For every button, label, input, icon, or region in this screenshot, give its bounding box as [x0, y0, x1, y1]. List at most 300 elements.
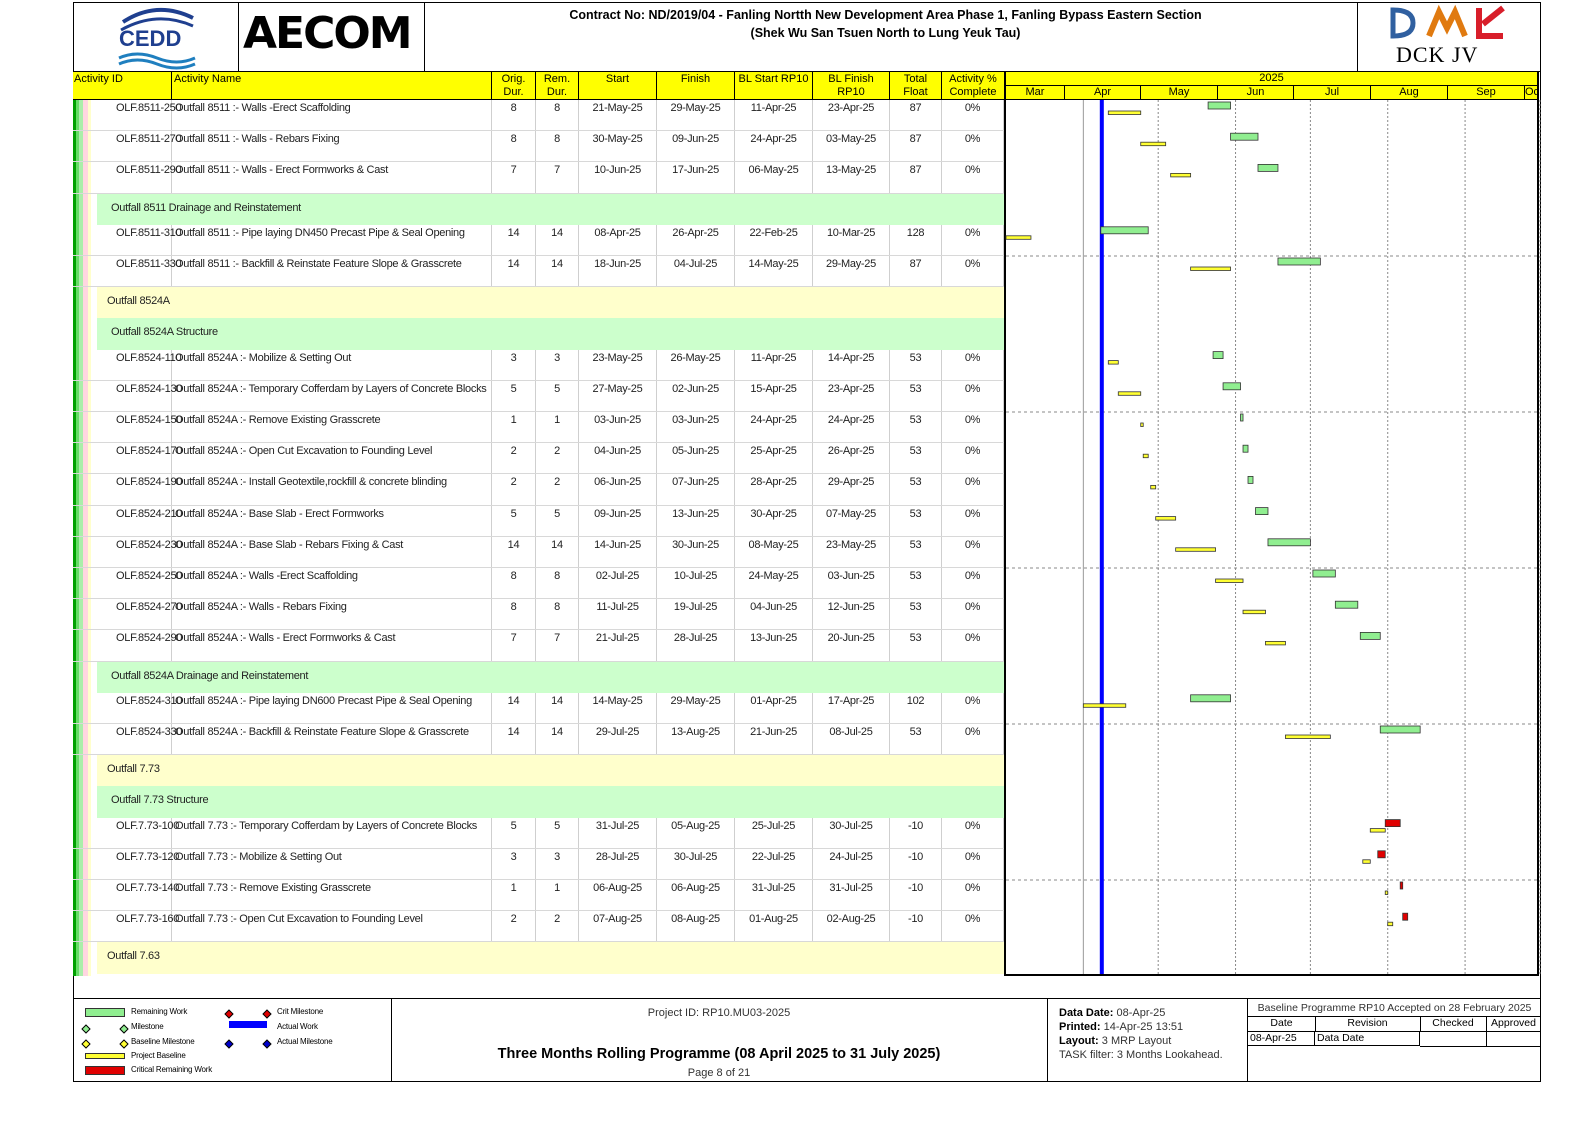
cell-id: OLF.7.73-140: [98, 880, 172, 910]
cell-name: Outfall 8524A :- Backfill & Reinstate Feature Slope & Grasscrete: [172, 724, 492, 754]
wbs-band-level-1[interactable]: [97, 942, 1004, 973]
task-filter: TASK filter: 3 Months Lookahead.: [1059, 1049, 1223, 1061]
baseline-bar: [1216, 579, 1243, 583]
baseline-bar: [1285, 735, 1330, 739]
baseline-bar: [1156, 517, 1176, 521]
printed-label: Printed:: [1059, 1021, 1101, 1033]
cell-pct: 0%: [942, 131, 1004, 161]
cell-od: 2: [492, 911, 536, 941]
baseline-bar: [1141, 423, 1143, 427]
col-orig-dur-label-2: Dur.: [503, 86, 524, 98]
table-row[interactable]: [73, 381, 1004, 412]
cell-rd: 8: [536, 568, 579, 598]
remaining-bar: [1400, 882, 1402, 889]
month-oc: Oc: [1525, 86, 1540, 98]
cell-name: Outfall 7.73 :- Mobilize & Setting Out: [172, 849, 492, 879]
cell-blf: 14-Apr-25: [813, 350, 890, 380]
table-row[interactable]: [73, 131, 1004, 162]
cell-od: 1: [492, 412, 536, 442]
cell-tf: 53: [890, 381, 942, 411]
wbs-label: Outfall 8524A Drainage and Reinstatement: [111, 669, 309, 682]
cell-blf: 02-Aug-25: [813, 911, 890, 941]
cell-start: 11-Jul-25: [579, 599, 657, 629]
cell-pct: 0%: [942, 506, 1004, 536]
baseline-bar: [1143, 454, 1148, 458]
cell-start: 09-Jun-25: [579, 506, 657, 536]
cell-bls: 11-Apr-25: [735, 350, 813, 380]
cell-blf: 10-Mar-25: [813, 225, 890, 255]
wbs-band-level-1[interactable]: [97, 287, 1004, 318]
cell-blf: 26-Apr-25: [813, 443, 890, 473]
timescale-year: 2025: [1006, 72, 1537, 86]
cell-tf: 87: [890, 100, 942, 130]
cell-pct: 0%: [942, 256, 1004, 286]
cell-bls: 04-Jun-25: [735, 599, 813, 629]
cell-start: 08-Apr-25: [579, 225, 657, 255]
page-number: Page 8 of 21: [687, 1067, 751, 1079]
cell-tf: 87: [890, 131, 942, 161]
cell-finish: 13-Jun-25: [657, 506, 735, 536]
table-row[interactable]: [73, 568, 1004, 599]
legend-remaining-label: Remaining Work: [131, 1007, 188, 1016]
cell-start: 02-Jul-25: [579, 568, 657, 598]
remaining-bar: [1243, 445, 1248, 452]
cell-name: Outfall 8524A :- Temporary Cofferdam by Layers of Concrete Blocks: [172, 381, 492, 411]
col-orig-dur[interactable]: [492, 72, 536, 100]
cell-bls: 24-Apr-25: [735, 412, 813, 442]
cell-rd: 1: [536, 412, 579, 442]
rev-date-value: 08-Apr-25: [1248, 1032, 1315, 1046]
cell-id: OLF.8524-250: [98, 568, 172, 598]
cell-finish: 07-Jun-25: [657, 474, 735, 504]
baseline-bar: [1006, 236, 1031, 240]
cell-rd: 7: [536, 630, 579, 660]
cell-pct: 0%: [942, 350, 1004, 380]
col-bl-start[interactable]: [735, 72, 813, 100]
baseline-note: Baseline Programme RP10 Accepted on 28 February 2025: [1248, 1002, 1541, 1017]
table-row[interactable]: [73, 724, 1004, 755]
timescale-header: [1004, 72, 1539, 100]
baseline-bar: [1108, 111, 1140, 115]
legend-actual-label: Actual Work: [277, 1022, 318, 1031]
cell-bls: 01-Apr-25: [735, 693, 813, 723]
cell-id: OLF.8524-270: [98, 599, 172, 629]
cell-tf: 53: [890, 568, 942, 598]
cell-finish: 03-Jun-25: [657, 412, 735, 442]
cell-od: 7: [492, 630, 536, 660]
cell-bls: 08-May-25: [735, 537, 813, 567]
baseline-bar: [1363, 860, 1370, 864]
cell-od: 8: [492, 100, 536, 130]
cell-rd: 1: [536, 880, 579, 910]
cell-rd: 5: [536, 818, 579, 848]
cell-od: 8: [492, 599, 536, 629]
cell-blf: 12-Jun-25: [813, 599, 890, 629]
aecom-logo-cell: [239, 2, 425, 71]
cell-name: Outfall 7.73 :- Remove Existing Grasscrete: [172, 880, 492, 910]
cell-pct: 0%: [942, 443, 1004, 473]
table-row[interactable]: [73, 849, 1004, 880]
programme-title: Three Months Rolling Programme (08 April 2025 to 31 July 2025): [497, 1046, 941, 1062]
cell-name: Outfall 7.73 :- Open Cut Excavation to Founding Level: [172, 911, 492, 941]
cell-start: 31-Jul-25: [579, 818, 657, 848]
cell-tf: 128: [890, 225, 942, 255]
cell-bls: 25-Jul-25: [735, 818, 813, 848]
cell-id: OLF.7.73-160: [98, 911, 172, 941]
cell-id: OLF.8524-290: [98, 630, 172, 660]
wbs-band-level-2[interactable]: [97, 786, 1004, 817]
rev-revision-header: Revision: [1315, 1017, 1421, 1032]
month-jul: Jul: [1294, 86, 1371, 100]
cell-od: 14: [492, 225, 536, 255]
table-row[interactable]: [73, 443, 1004, 474]
col-bl-finish[interactable]: [813, 72, 890, 100]
cell-id: OLF.8524-310: [98, 693, 172, 723]
cell-name: Outfall 8511 :- Walls - Erect Formworks & Cast: [172, 162, 492, 192]
table-row[interactable]: [73, 630, 1004, 661]
remaining-bar: [1403, 913, 1408, 920]
legend-baseline-milestone-label: Baseline Milestone: [131, 1037, 195, 1046]
cell-pct: 0%: [942, 599, 1004, 629]
cell-finish: 06-Aug-25: [657, 880, 735, 910]
legend-actual-milestone-label: Actual Milestone: [277, 1037, 333, 1046]
cell-finish: 17-Jun-25: [657, 162, 735, 192]
col-total-float-label-1: Total: [903, 73, 928, 85]
cell-rd: 7: [536, 162, 579, 192]
col-activity-name-label: Activity Name: [174, 73, 242, 85]
cell-tf: 53: [890, 599, 942, 629]
cell-finish: 26-May-25: [657, 350, 735, 380]
cell-name: Outfall 8524A :- Walls - Rebars Fixing: [172, 599, 492, 629]
cell-rd: 5: [536, 506, 579, 536]
contract-subtitle: (Shek Wu San Tsuen North to Lung Yeuk Tau): [750, 26, 1021, 40]
cell-blf: 07-May-25: [813, 506, 890, 536]
baseline-bar: [1243, 610, 1265, 614]
cell-id: OLF.7.73-100: [98, 818, 172, 848]
cell-od: 1: [492, 880, 536, 910]
cell-start: 06-Aug-25: [579, 880, 657, 910]
cell-bls: 01-Aug-25: [735, 911, 813, 941]
cell-tf: 53: [890, 724, 942, 754]
cell-id: OLF.8511-290: [98, 162, 172, 192]
month-jun: Jun: [1218, 86, 1294, 100]
month-sep: Sep: [1448, 86, 1525, 100]
table-row[interactable]: [73, 474, 1004, 505]
cell-blf: 03-Jun-25: [813, 568, 890, 598]
cell-name: Outfall 8524A :- Walls -Erect Scaffolding: [172, 568, 492, 598]
cell-rd: 5: [536, 381, 579, 411]
remaining-bar: [1378, 851, 1385, 858]
layout-row: [1059, 1035, 1171, 1047]
title-block: [73, 2, 1541, 72]
aecom-logo-text: AECOM: [243, 8, 411, 59]
remaining-bar: [1208, 102, 1230, 109]
cell-id: OLF.8524-150: [98, 412, 172, 442]
remaining-bar: [1278, 258, 1320, 265]
cell-finish: 13-Aug-25: [657, 724, 735, 754]
wbs-label: Outfall 8524A: [107, 295, 170, 308]
printed-value: 14-Apr-25 13:51: [1103, 1021, 1184, 1033]
cedd-logo-cell: [73, 2, 239, 71]
remaining-bar: [1313, 570, 1335, 577]
cell-name: Outfall 8511 :- Backfill & Reinstate Feature Slope & Grasscrete: [172, 256, 492, 286]
table-row[interactable]: [73, 537, 1004, 568]
cell-start: 06-Jun-25: [579, 474, 657, 504]
wbs-band-level-1[interactable]: [97, 755, 1004, 786]
cell-name: Outfall 8524A :- Pipe laying DN600 Precast Pipe & Seal Opening: [172, 693, 492, 723]
table-row[interactable]: [73, 256, 1004, 287]
remaining-bar: [1223, 383, 1240, 390]
cell-bls: 22-Feb-25: [735, 225, 813, 255]
cell-rd: 3: [536, 350, 579, 380]
cell-pct: 0%: [942, 412, 1004, 442]
table-row[interactable]: [73, 412, 1004, 443]
baseline-bar: [1370, 829, 1385, 833]
wbs-band-level-2[interactable]: [97, 318, 1004, 349]
remaining-bar: [1335, 601, 1357, 608]
cell-id: OLF.8511-330: [98, 256, 172, 286]
divider: [1357, 2, 1358, 71]
wbs-label: Outfall 7.63: [107, 950, 160, 963]
cell-start: 03-Jun-25: [579, 412, 657, 442]
cell-pct: 0%: [942, 724, 1004, 754]
cell-blf: 23-Apr-25: [813, 381, 890, 411]
cell-bls: 21-Jun-25: [735, 724, 813, 754]
baseline-bar: [1083, 704, 1125, 708]
rev-date-header: Date: [1248, 1017, 1316, 1032]
cell-tf: 87: [890, 256, 942, 286]
cell-finish: 28-Jul-25: [657, 630, 735, 660]
col-rem-dur[interactable]: [536, 72, 579, 100]
cell-tf: 87: [890, 162, 942, 192]
cell-blf: 23-Apr-25: [813, 100, 890, 130]
table-row[interactable]: [73, 225, 1004, 256]
cell-pct: 0%: [942, 381, 1004, 411]
cell-tf: 53: [890, 537, 942, 567]
cell-rd: 8: [536, 599, 579, 629]
remaining-bar: [1248, 476, 1253, 483]
cell-bls: 14-May-25: [735, 256, 813, 286]
cell-start: 27-May-25: [579, 381, 657, 411]
legend-critical-swatch: [85, 1066, 125, 1075]
cell-rd: 2: [536, 443, 579, 473]
dck-logo-text: DCK JV: [1396, 42, 1479, 67]
gantt-chart: [1004, 100, 1539, 976]
col-finish-label: Finish: [680, 73, 711, 85]
col-total-float-label-2: Float: [903, 86, 928, 98]
wbs-band-level-2[interactable]: [97, 662, 1004, 693]
cell-finish: 02-Jun-25: [657, 381, 735, 411]
cell-pct: 0%: [942, 911, 1004, 941]
remaining-bar: [1231, 133, 1258, 140]
footer-divider-2: [1047, 999, 1048, 1082]
project-id: Project ID: RP10.MU03-2025: [647, 1007, 791, 1019]
cell-bls: 15-Apr-25: [735, 381, 813, 411]
cell-finish: 26-Apr-25: [657, 225, 735, 255]
table-row[interactable]: [73, 100, 1004, 131]
cell-bls: 31-Jul-25: [735, 880, 813, 910]
wbs-label: Outfall 7.73 Structure: [111, 794, 209, 807]
cell-rd: 3: [536, 849, 579, 879]
cell-pct: 0%: [942, 568, 1004, 598]
cell-start: 21-May-25: [579, 100, 657, 130]
remaining-bar: [1256, 508, 1268, 515]
remaining-bar: [1360, 632, 1380, 639]
month-aug: Aug: [1371, 86, 1448, 100]
cell-od: 14: [492, 537, 536, 567]
remaining-bar: [1213, 352, 1223, 359]
cell-start: 30-May-25: [579, 131, 657, 161]
cell-od: 14: [492, 724, 536, 754]
wbs-label: Outfall 8511 Drainage and Reinstatement: [111, 201, 301, 214]
cell-blf: 29-May-25: [813, 256, 890, 286]
gantt-svg: [1006, 100, 1537, 974]
wbs-band-level-2[interactable]: [97, 194, 1004, 225]
cell-od: 7: [492, 162, 536, 192]
printed-row: [1059, 1021, 1183, 1033]
cell-blf: 23-May-25: [813, 537, 890, 567]
rev-approved-value: [1486, 1032, 1541, 1047]
remaining-bar: [1191, 695, 1231, 702]
cell-finish: 29-May-25: [657, 693, 735, 723]
cell-id: OLF.8511-310: [98, 225, 172, 255]
remaining-bar: [1241, 414, 1243, 421]
cell-blf: 24-Apr-25: [813, 412, 890, 442]
data-date-value: 08-Apr-25: [1116, 1007, 1166, 1019]
cell-id: OLF.8524-130: [98, 381, 172, 411]
cell-pct: 0%: [942, 849, 1004, 879]
col-activity-name[interactable]: [172, 72, 492, 100]
cell-rd: 2: [536, 911, 579, 941]
wbs-label: Outfall 8524A Structure: [111, 326, 218, 339]
cell-blf: 08-Jul-25: [813, 724, 890, 754]
col-orig-dur-label-1: Orig.: [501, 73, 526, 85]
month-mar: Mar: [1006, 86, 1065, 100]
rev-checked-value: [1420, 1032, 1487, 1047]
cell-pct: 0%: [942, 100, 1004, 130]
cell-pct: 0%: [942, 537, 1004, 567]
cell-bls: 06-May-25: [735, 162, 813, 192]
baseline-bar: [1176, 548, 1216, 552]
cell-od: 2: [492, 474, 536, 504]
cell-pct: 0%: [942, 880, 1004, 910]
remaining-bar: [1101, 227, 1148, 234]
cell-blf: 03-May-25: [813, 131, 890, 161]
col-start[interactable]: [579, 72, 657, 100]
cell-rd: 14: [536, 537, 579, 567]
contract-title: Contract No: ND/2019/04 - Fanling Nortth New Development Area Phase 1, Fanling Bypass Eastern Section: [569, 8, 1202, 22]
col-total-float[interactable]: [890, 72, 942, 100]
col-activity-pct-label-1: Activity %: [949, 73, 997, 85]
column-header: [73, 72, 1004, 100]
cell-bls: 22-Jul-25: [735, 849, 813, 879]
cell-id: OLF.8524-190: [98, 474, 172, 504]
col-rem-dur-label-1: Rem.: [543, 73, 571, 85]
cell-rd: 8: [536, 131, 579, 161]
cell-start: 14-Jun-25: [579, 537, 657, 567]
cell-bls: 25-Apr-25: [735, 443, 813, 473]
cell-pct: 0%: [942, 162, 1004, 192]
cell-rd: 14: [536, 256, 579, 286]
table-row[interactable]: [73, 911, 1004, 942]
col-bl-finish-label: BL Finish RP10: [828, 73, 874, 98]
cell-name: Outfall 8524A :- Mobilize & Setting Out: [172, 350, 492, 380]
cell-rd: 14: [536, 724, 579, 754]
table-row[interactable]: [73, 880, 1004, 911]
cell-start: 04-Jun-25: [579, 443, 657, 473]
table-row[interactable]: [73, 599, 1004, 630]
cell-od: 8: [492, 131, 536, 161]
wbs-label: Outfall 7.73: [107, 763, 160, 776]
layout-label: Layout:: [1059, 1035, 1099, 1047]
cell-name: Outfall 8524A :- Install Geotextile,rockfill & concrete blinding: [172, 474, 492, 504]
cell-start: 07-Aug-25: [579, 911, 657, 941]
cell-blf: 17-Apr-25: [813, 693, 890, 723]
cell-rd: 14: [536, 225, 579, 255]
col-finish[interactable]: [657, 72, 735, 100]
col-activity-pct[interactable]: [942, 72, 1004, 100]
table-row[interactable]: [73, 693, 1004, 724]
cell-od: 5: [492, 818, 536, 848]
cell-id: OLF.7.73-120: [98, 849, 172, 879]
cell-bls: 30-Apr-25: [735, 506, 813, 536]
cell-finish: 10-Jul-25: [657, 568, 735, 598]
dck-logo-icon: [1387, 4, 1517, 42]
cell-name: Outfall 8511 :- Walls -Erect Scaffolding: [172, 100, 492, 130]
baseline-bar: [1385, 891, 1387, 895]
cell-tf: -10: [890, 818, 942, 848]
cell-tf: 53: [890, 443, 942, 473]
col-activity-pct-label-2: Complete: [949, 86, 997, 98]
col-activity-id[interactable]: [73, 72, 172, 100]
cell-tf: 53: [890, 474, 942, 504]
cell-od: 14: [492, 256, 536, 286]
table-row[interactable]: [73, 350, 1004, 381]
cell-bls: 11-Apr-25: [735, 100, 813, 130]
cell-id: OLF.8511-250: [98, 100, 172, 130]
baseline-bar: [1171, 173, 1191, 177]
cell-pct: 0%: [942, 693, 1004, 723]
table-row[interactable]: [73, 818, 1004, 849]
cell-start: 28-Jul-25: [579, 849, 657, 879]
rev-approved-header: Approved: [1486, 1017, 1541, 1032]
legend-baseline-milestone-icon: [82, 1036, 130, 1054]
baseline-bar: [1141, 142, 1166, 146]
cell-finish: 30-Jun-25: [657, 537, 735, 567]
cell-bls: 24-Apr-25: [735, 131, 813, 161]
cell-bls: 13-Jun-25: [735, 630, 813, 660]
cell-start: 10-Jun-25: [579, 162, 657, 192]
col-start-label: Start: [605, 73, 630, 85]
cell-pct: 0%: [942, 474, 1004, 504]
cell-od: 3: [492, 849, 536, 879]
cell-od: 3: [492, 350, 536, 380]
legend-crit-milestone-label: Crit Milestone: [277, 1007, 324, 1016]
cell-name: Outfall 8524A :- Open Cut Excavation to Founding Level: [172, 443, 492, 473]
footer-block: [73, 998, 1541, 1082]
cell-blf: 29-Apr-25: [813, 474, 890, 504]
cell-name: Outfall 8524A :- Base Slab - Erect Formworks: [172, 506, 492, 536]
table-row[interactable]: [73, 506, 1004, 537]
cell-start: 18-Jun-25: [579, 256, 657, 286]
cell-tf: 53: [890, 506, 942, 536]
cell-bls: 28-Apr-25: [735, 474, 813, 504]
cedd-logo-text: CEDD: [119, 26, 182, 51]
cell-pct: 0%: [942, 630, 1004, 660]
table-row[interactable]: [73, 162, 1004, 193]
cell-tf: -10: [890, 849, 942, 879]
cell-tf: 53: [890, 412, 942, 442]
